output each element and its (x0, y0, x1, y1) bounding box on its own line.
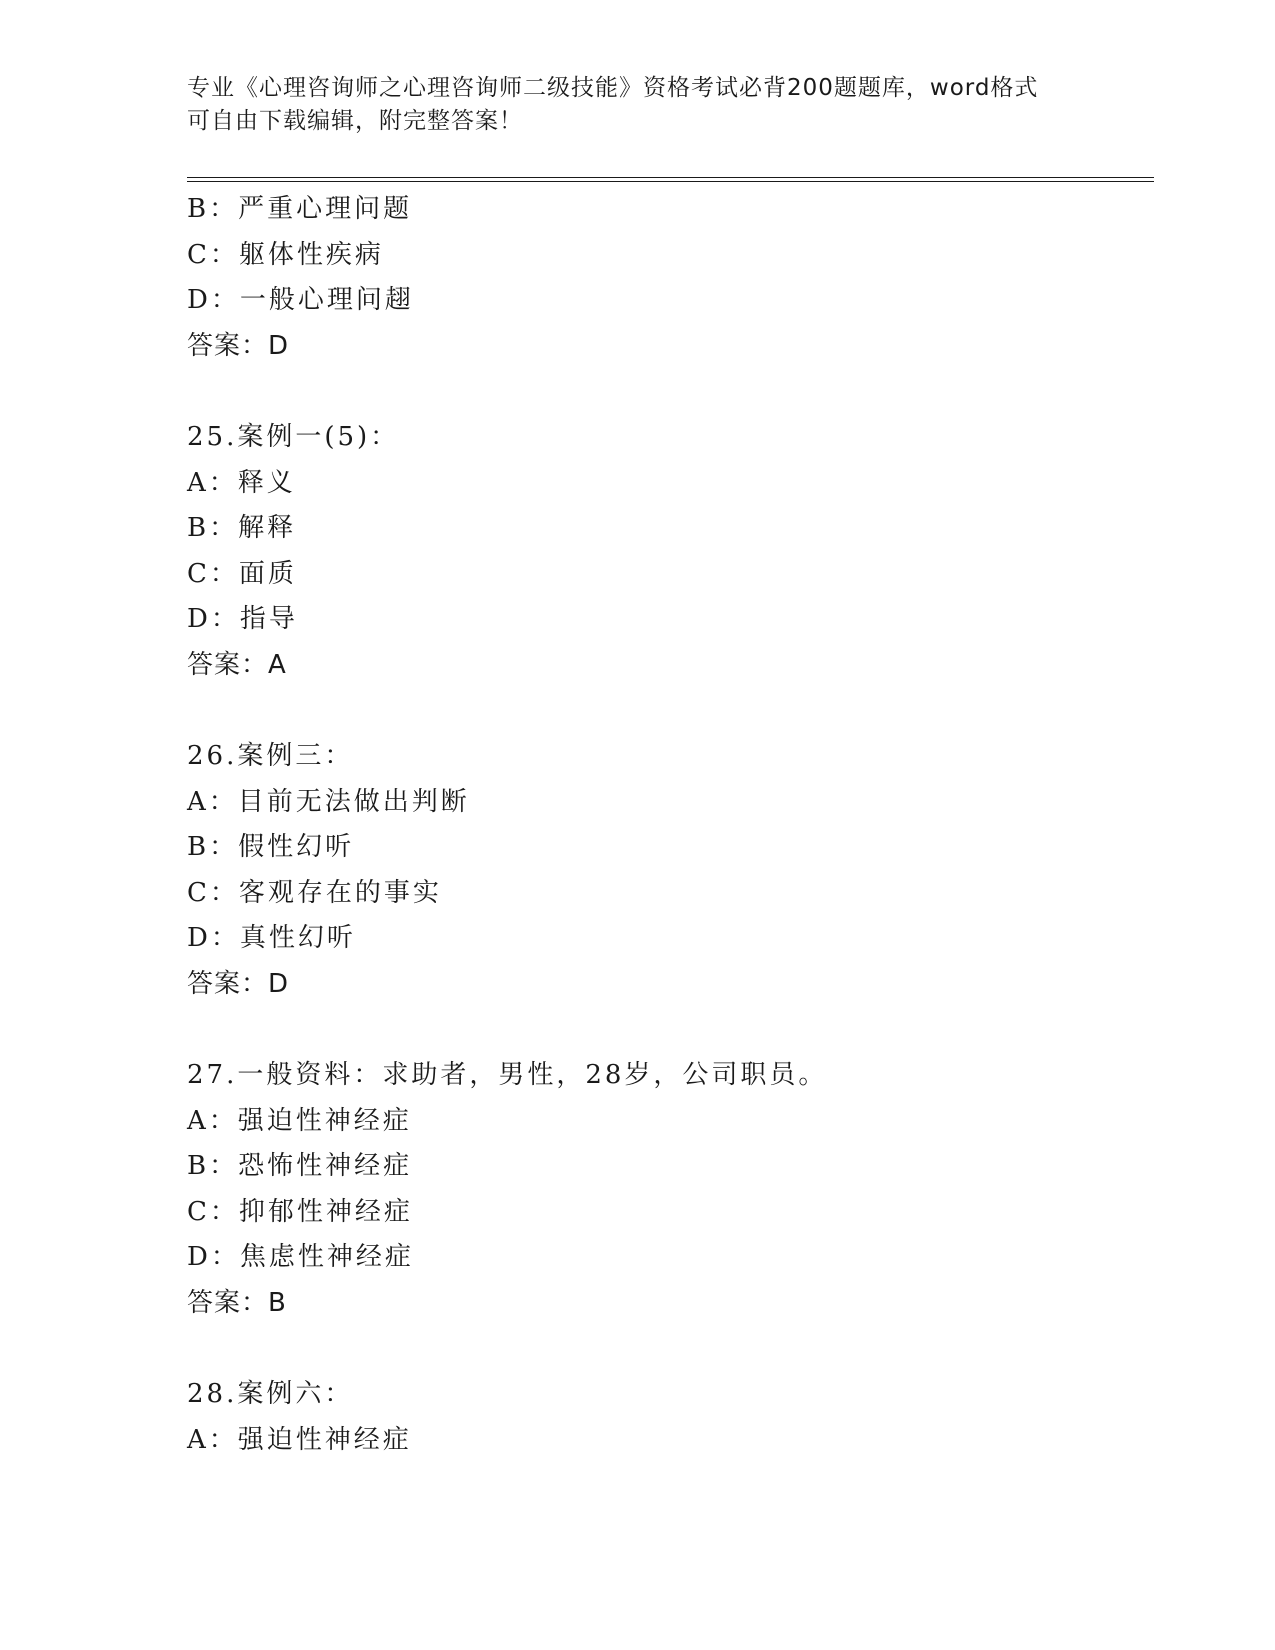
option-b: B：恐怖性神经症 (187, 1151, 413, 1181)
question-stem: 25.案例一(5)： (187, 422, 400, 452)
header-title-line-1: 专业《心理咨询师之心理咨询师二级技能》资格考试必背200题题库，word格式 (187, 75, 1039, 101)
question-list (187, 187, 1147, 1463)
option-b: B：解释 (187, 513, 297, 543)
option-c: C：面质 (187, 558, 297, 589)
option-a: A：强迫性神经症 (187, 1424, 412, 1455)
option-b: B：假性幻听 (187, 832, 355, 862)
option-c: C：抑郁性神经症 (187, 1196, 413, 1227)
answer-line: 答案：A (187, 649, 287, 680)
option-d: D：焦虑性神经症 (187, 1242, 414, 1272)
spacer (187, 1007, 1147, 1053)
question-25 (187, 415, 1147, 688)
question-stem: 26.案例三： (187, 741, 354, 771)
header-double-rule (187, 177, 1154, 182)
answer-line: 答案：B (187, 1287, 287, 1318)
option-a: A：目前无法做出判断 (187, 786, 470, 817)
option-c: C：客观存在的事实 (187, 877, 442, 908)
option-c: C：躯体性疾病 (187, 239, 384, 270)
option-d: D：一般心理问趐 (187, 285, 414, 315)
question-26 (187, 734, 1147, 1007)
option-d: D：真性幻听 (187, 923, 356, 953)
question-28 (187, 1372, 1147, 1463)
question-24-continued (187, 187, 1147, 369)
option-d: D：指导 (187, 604, 298, 634)
header-title-line-2: 可自由下载编辑，附完整答案！ (187, 108, 523, 134)
answer-line: 答案：D (187, 330, 290, 361)
question-27 (187, 1053, 1147, 1326)
question-stem: 28.案例六： (187, 1379, 354, 1409)
question-stem: 27.一般资料：求助者，男性，28岁，公司职员。 (187, 1060, 828, 1090)
option-a: A：释义 (187, 467, 296, 498)
option-b: B：严重心理问题 (187, 194, 413, 224)
spacer (187, 1326, 1147, 1372)
answer-line: 答案：D (187, 968, 290, 999)
spacer (187, 369, 1147, 415)
document-header (187, 72, 1087, 138)
option-a: A：强迫性神经症 (187, 1105, 412, 1136)
spacer (187, 688, 1147, 734)
